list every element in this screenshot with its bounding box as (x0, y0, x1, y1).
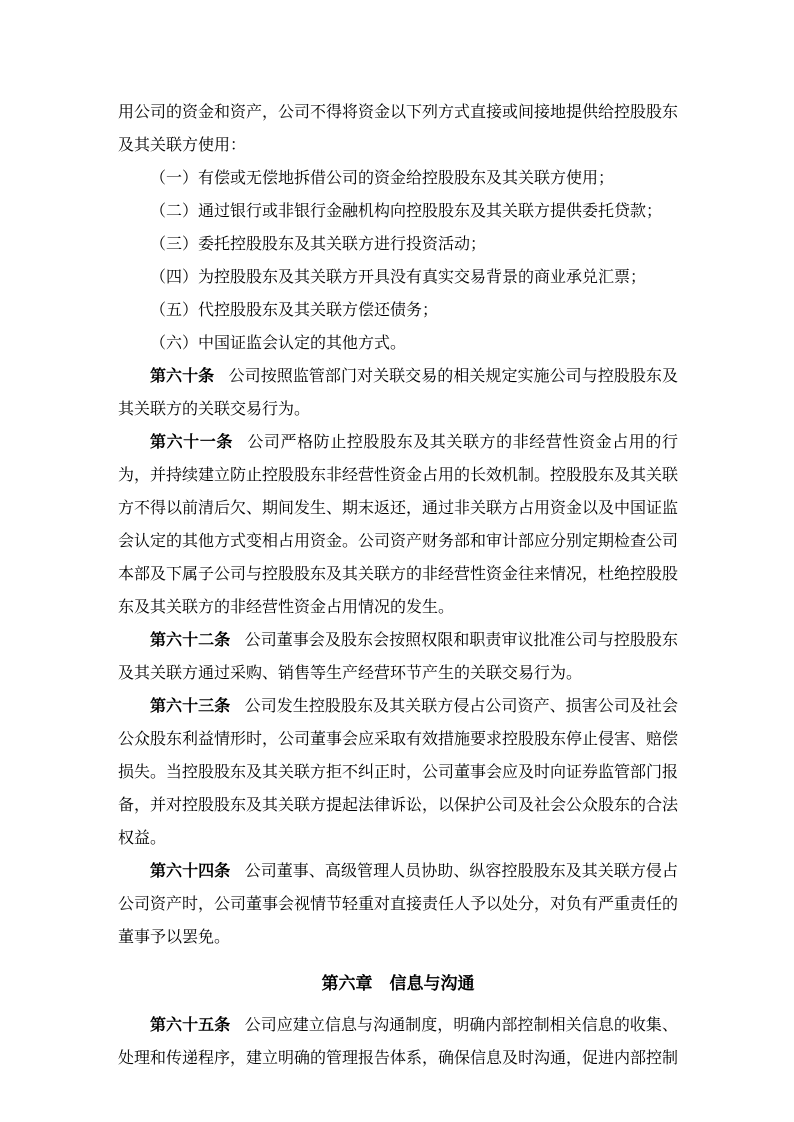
article-65-label: 第六十五条 (150, 1017, 231, 1034)
article-63-text: 公司发生控股股东及其关联方侵占公司资产、损害公司及社会公众股东利益情形时，公司董事会应采取有效措施要求控股股东停止侵害、赔偿损失。当控股股东及其关联方拒不纠正时，公司董事会应及时向证券监管部门报备，并对控股股东及其关联方提起法律诉讼，以保护公司及社会公众股东的合法权益。 (118, 698, 679, 847)
list-item-1: （一）有偿或无偿地拆借公司的资金给控股股东及其关联方使用； (150, 170, 615, 187)
article-63-label: 第六十三条 (150, 698, 231, 715)
article-61-text: 公司严格防止控股股东及其关联方的非经营性资金占用的行为，并持续建立防止控股股东非经营性资金占用的长效机制。控股股东及其关联方不得以前清后欠、期间发生、期末返还，通过非关联方占用资金以及中国证监会认定的其他方式变相占用资金。公司资产财务部和审计部应分别定期检查公司本部及下属子公司与控股股东及其关联方的非经营性资金往来情况，杜绝控股股东及其关联方的非经营性资金占用情况的发生。 (118, 434, 679, 616)
chapter-heading-label: 第六章 (321, 974, 373, 993)
article-64-text: 公司董事、高级管理人员协助、纵容控股股东及其关联方侵占公司资产时，公司董事会视情节轻重对直接责任人予以处分，对负有严重责任的董事予以罢免。 (118, 863, 679, 946)
article-63 (118, 690, 678, 855)
article-64-label: 第六十四条 (150, 863, 231, 880)
article-65-text: 公司应建立信息与沟通制度，明确内部控制相关信息的收集、处理和传递程序，建立明确的管理报告体系，确保信息及时沟通，促进内部控制 (118, 1017, 679, 1067)
list-item-3: （三）委托控股股东及其关联方进行投资活动； (150, 236, 487, 253)
article-60-label: 第六十条 (150, 368, 215, 385)
article-61 (118, 426, 678, 624)
intro-paragraph: 用公司的资金和资产，公司不得将资金以下列方式直接或间接地提供给控股股东及其关联方使用： (118, 104, 679, 154)
article-62-text: 公司董事会及股东会按照权限和职责审议批准公司与控股股东及其关联方通过采购、销售等生产经营环节产生的关联交易行为。 (118, 632, 678, 682)
article-60 (118, 360, 678, 426)
list-item-4: （四）为控股股东及其关联方开具没有真实交易背景的商业承兑汇票； (150, 269, 647, 286)
article-65 (118, 1009, 678, 1075)
article-64 (118, 855, 678, 954)
article-62-label: 第六十二条 (150, 632, 231, 649)
article-62 (118, 624, 678, 690)
article-61-label: 第六十一条 (150, 434, 233, 451)
list-item-5: （五）代控股股东及其关联方偿还债务； (150, 302, 439, 319)
list-item-6: （六）中国证监会认定的其他方式。 (150, 335, 407, 352)
article-60-text: 公司按照监管部门对关联交易的相关规定实施公司与控股股东及其关联方的关联交易行为。 (118, 368, 678, 418)
list-item-2: （二）通过银行或非银行金融机构向控股股东及其关联方提供委托贷款； (150, 203, 663, 220)
chapter-heading-title: 信息与沟通 (389, 974, 475, 993)
chapter-heading (118, 967, 678, 1000)
